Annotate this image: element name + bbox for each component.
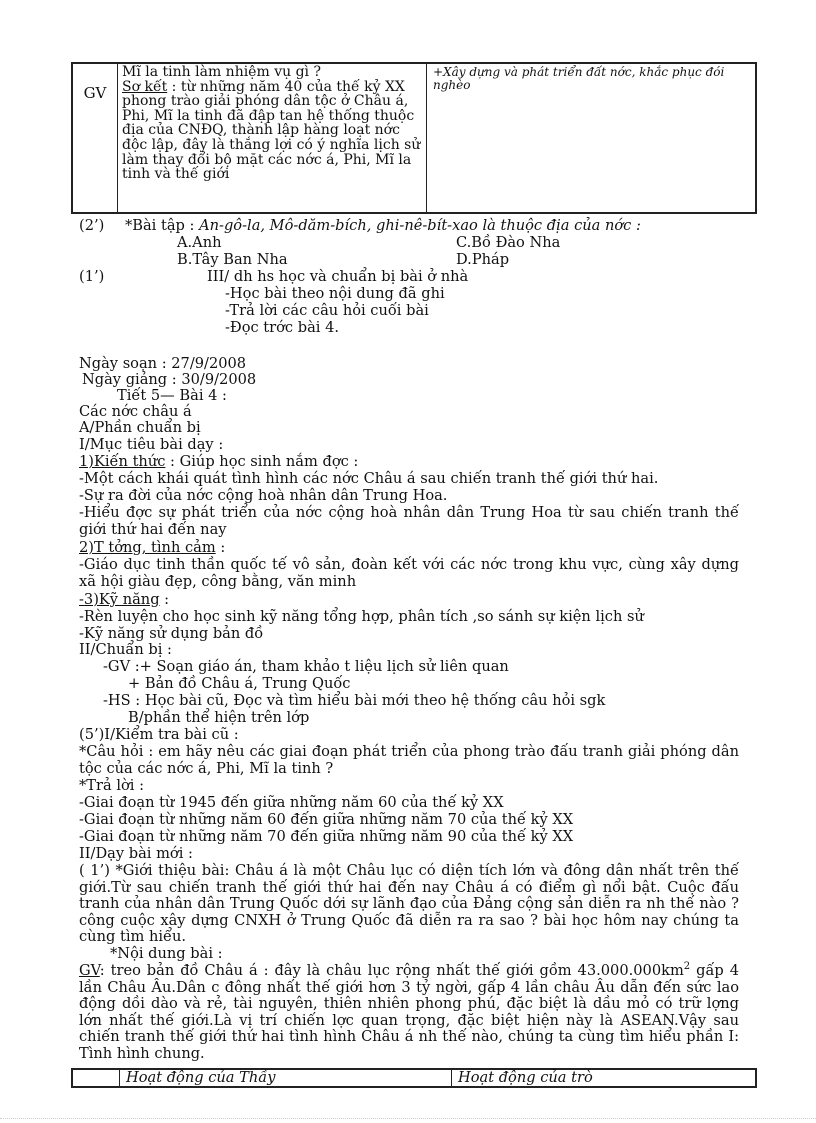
lesson-period: Tiết 5— Bài 4 : xyxy=(117,387,227,404)
exercise-line xyxy=(79,218,746,234)
option-b: B.Tây Ban Nha xyxy=(177,251,288,268)
gv-text-end: gấp 4 lần Châu Âu.Dân c đông nhất thế giới hơn 3 tỷ ngời, gấp 4 lần châu Âu dẫn đến sức lao động dồi dào và rẻ, tài nguyên, thiên nhiên phong phú, đặc biệt là dầu mỏ có trữ lợng lớn nhất thế giới.Là vị trí chiến lợc quan trọng, đặc biệt hiện này là ASEAN.Vậy sau chiến tranh thế giới thứ hai tình hình Châu á nh thế nào, chúng ta cùng tìm hiểu phần I: Tình hình chung. xyxy=(79,962,739,1062)
exercise-question: An-gô-la, Mô-dăm-bích, ghi-nê-bít-xao là thuộc địa của nớc : xyxy=(199,217,641,234)
ideology-item: -Giáo dục tinh thần quốc tế vô sản, đoàn kết với các nớc trong khu vực, cùng xây dựng xã hội giàu đẹp, công bằng, văn minh xyxy=(79,556,739,590)
intro-paragraph: ( 1’) *Giới thiệu bài: Châu á là một Châu lục có diện tích lớn và đông dân nhất trên thế giới.Từ sau chiến tranh thế giới thứ hai đến nay Châu á có điểm gì nổi bật. Cuộc đấu tranh của nhân dân Trung Quốc dới sự lãnh đạo của Đảng cộng sản diễn ra nh thế nào ? công cuộc xây dựng CNXH ở Trung Quốc đã diễn ra ra sao ? bài học hôm nay chúng ta cùng tìm hiểu. xyxy=(79,862,739,946)
ideology-heading xyxy=(79,540,746,556)
part-a-heading: A/Phần chuẩn bị xyxy=(79,419,201,436)
exercise-time: (2’) xyxy=(79,217,105,234)
teacher-column-header: Hoạt động của Thầy xyxy=(120,1069,452,1087)
ideology-rest: : xyxy=(215,539,226,556)
content-heading: *Nội dung bài : xyxy=(110,945,223,962)
option-a: A.Anh xyxy=(177,234,222,251)
ideology-label: 2)T tởng, tình cảm xyxy=(79,539,216,556)
homework-item: -Học bài theo nội dung đã ghi xyxy=(225,285,445,302)
knowledge-item: -Một cách khái quát tình hình các nớc Châu á sau chiến tranh thế giới thứ hai. xyxy=(79,470,659,487)
exercise-label: *Bài tập : xyxy=(124,217,200,234)
gv-superscript: 2 xyxy=(683,961,691,973)
role-cell: GV xyxy=(72,63,118,213)
knowledge-item: -Hiểu đợc sự phát triển của nớc cộng hoà nhân dân Trung Hoa từ sau chiến tranh thế giới thứ hai đến nay xyxy=(79,504,739,538)
homework-heading: III/ dh hs học và chuẩn bị bài ở nhà xyxy=(207,268,469,285)
summary-label: Sơ kết xyxy=(122,78,168,95)
skills-rest: : xyxy=(159,591,170,608)
knowledge-label: 1)Kiến thức xyxy=(79,453,166,470)
lesson-title: Các nớc châu á xyxy=(79,403,192,420)
question-cell xyxy=(118,63,427,213)
answer-item: -Giai đoạn từ những năm 70 đến giữa những năm 90 của thế kỷ XX xyxy=(79,828,574,845)
gv-label: GV xyxy=(79,962,100,979)
teach-date: Ngày giảng : 30/9/2008 xyxy=(82,371,257,388)
prep-heading: II/Chuẩn bị : xyxy=(79,641,172,658)
knowledge-item: -Sự ra đời của nớc cộng hoà nhân dân Trung Hoa. xyxy=(79,487,448,504)
skills-label: -3)Kỹ năng xyxy=(79,591,160,608)
skills-item: -Kỹ năng sử dụng bản đồ xyxy=(79,625,264,642)
prep-item: -HS : Học bài cũ, Đọc và tìm hiểu bài mới theo hệ thống câu hỏi sgk xyxy=(103,692,606,709)
skills-heading xyxy=(79,592,746,608)
prep-item: + Bản đồ Châu á, Trung Quốc xyxy=(128,675,351,692)
answer-heading: *Trả lời : xyxy=(79,777,145,794)
prep-date: Ngày soạn : 27/9/2008 xyxy=(79,355,247,372)
answer-item: -Giai đoạn từ 1945 đến giữa những năm 60 của thế kỷ XX xyxy=(79,794,504,811)
question-text: Mĩ la tinh làm nhiệm vụ gì ? xyxy=(122,64,321,80)
answer-item: -Giai đoạn từ những năm 60 đến giữa những năm 70 của thế kỷ XX xyxy=(79,811,574,828)
homework-item: -Trả lời các câu hỏi cuối bài xyxy=(225,302,429,319)
part-b-heading: B/phần thể hiện trên lớp xyxy=(128,709,310,726)
student-column-header: Hoạt động của trò xyxy=(452,1069,757,1087)
check-heading: (5’)I/Kiểm tra bài cũ : xyxy=(79,726,239,743)
objectives-heading: I/Mục tiêu bài dạy : xyxy=(79,436,224,453)
answer-cell: +Xây dựng và phát triển đất nớc, khắc phục đói nghèo xyxy=(427,63,757,213)
prep-item: -GV :+ Soạn giáo án, tham khảo t liệu lịch sử liên quan xyxy=(103,658,509,675)
skills-item: -Rèn luyện cho học sinh kỹ năng tổng hợp, phân tích ,so sánh sự kiện lịch sử xyxy=(79,608,644,625)
activity-header-table xyxy=(71,1068,757,1088)
activity-table xyxy=(71,62,757,214)
gv-text-start: : treo bản đồ Châu á : đây là châu lục rộng nhất thế giới gồm 43.000.000km xyxy=(99,962,684,979)
option-c: C.Bồ Đào Nha xyxy=(456,234,561,251)
new-lesson-heading: II/Dạy bài mới : xyxy=(79,845,193,862)
summary-body: : từ những năm 40 của thế kỷ XX phong trào giải phóng dân tộc ở Châu á, Phi, Mĩ la tinh đã đập tan hệ thống thuộc địa của CNĐQ, thành lập hàng loạt nớc độc lập, đây là thắng lợi có ý nghĩa lịch sử làm thay đổi bộ mặt các nớc á, Phi, Mĩ la tinh và thế giới xyxy=(122,78,421,183)
homework-time: (1’) xyxy=(79,268,105,285)
summary-text xyxy=(122,80,422,182)
homework-item: -Đọc trớc bài 4. xyxy=(225,319,340,336)
option-d: D.Pháp xyxy=(456,251,510,268)
check-question: *Câu hỏi : em hãy nêu các giai đoạn phát triển của phong trào đấu tranh giải phóng dân tộc của các nớc á, Phi, Mĩ la tinh ? xyxy=(79,743,739,777)
gv-paragraph xyxy=(79,963,739,1063)
knowledge-heading xyxy=(79,454,746,470)
page-bottom-rule xyxy=(0,1118,816,1119)
knowledge-rest: : Giúp học sinh nắm đợc : xyxy=(165,453,359,470)
blank-cell xyxy=(72,1069,120,1087)
